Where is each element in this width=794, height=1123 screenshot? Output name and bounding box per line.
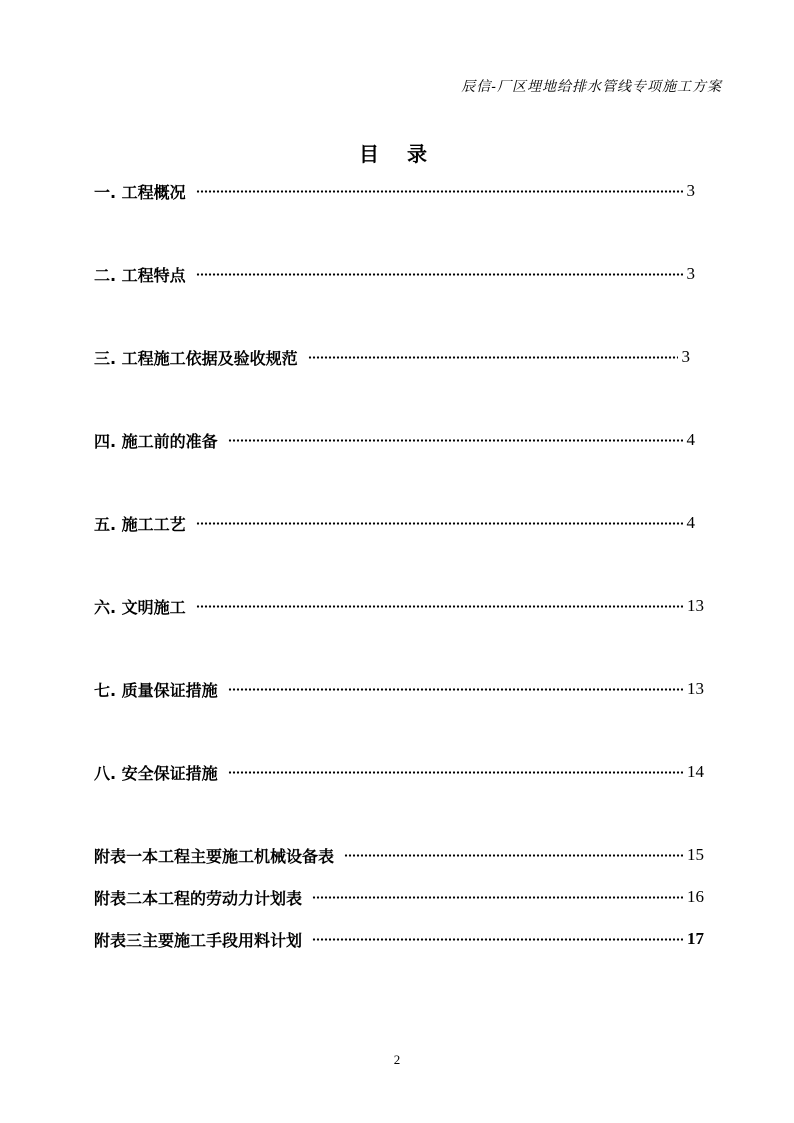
toc-entry: [94, 760, 704, 784]
page-number: 2: [393, 1052, 401, 1067]
toc-leader-dots: [196, 273, 683, 276]
toc-entry-label: 一. 工程概况: [94, 182, 186, 202]
toc-entry: [94, 511, 695, 535]
toc-entry-label: 附表三主要施工手段用料计划: [94, 930, 303, 950]
toc-entry: [94, 262, 695, 286]
toc-entry-page: 3: [686, 181, 695, 200]
toc-leader-dots: [228, 688, 683, 691]
document-header: 辰信-厂区埋地给排水管线专项施工方案: [461, 79, 722, 95]
toc-entry-label: 八. 安全保证措施: [94, 763, 218, 783]
toc-entry-page: 16: [687, 887, 704, 906]
toc-entry-page: 4: [686, 513, 695, 532]
toc-leader-dots: [308, 356, 678, 359]
toc-entry-page: 3: [681, 347, 690, 366]
toc-entry-label: 四. 施工前的准备: [94, 431, 218, 451]
toc-entry: [94, 927, 704, 951]
toc-entry-label: 七. 质量保证措施: [94, 680, 218, 700]
toc-leader-dots: [344, 854, 683, 857]
toc-entry-page: 14: [687, 762, 704, 781]
toc-entry-label: 三. 工程施工依据及验收规范: [94, 348, 298, 368]
toc-entry-page: 13: [687, 596, 704, 615]
toc-entry: [94, 345, 690, 369]
toc-entry-label: 二. 工程特点: [94, 265, 186, 285]
toc-leader-dots: [196, 190, 683, 193]
toc-entry-page: 15: [687, 845, 704, 864]
toc-leader-dots: [196, 605, 683, 608]
toc-entry-page: 4: [686, 430, 695, 449]
toc-leader-dots: [228, 439, 683, 442]
toc-entry-label: 附表二本工程的劳动力计划表: [94, 888, 303, 908]
toc-entry-page: 17: [687, 929, 704, 948]
toc-entry: [94, 843, 704, 867]
toc-entry: [94, 428, 695, 452]
toc-entry: [94, 677, 704, 701]
toc-entry: [94, 885, 704, 909]
toc-entry-label: 五. 施工工艺: [94, 514, 186, 534]
toc-entry-page: 3: [686, 264, 695, 283]
toc-leader-dots: [228, 771, 683, 774]
toc-entry-label: 附表一本工程主要施工机械设备表: [94, 846, 335, 866]
toc-leader-dots: [312, 896, 683, 899]
toc-title: 目录: [359, 142, 455, 166]
toc-entry: [94, 179, 695, 203]
toc-entry-page: 13: [687, 679, 704, 698]
toc-leader-dots: [196, 522, 683, 525]
toc-leader-dots: [312, 938, 683, 941]
toc-entry: [94, 594, 704, 618]
toc-entry-label: 六. 文明施工: [94, 597, 186, 617]
